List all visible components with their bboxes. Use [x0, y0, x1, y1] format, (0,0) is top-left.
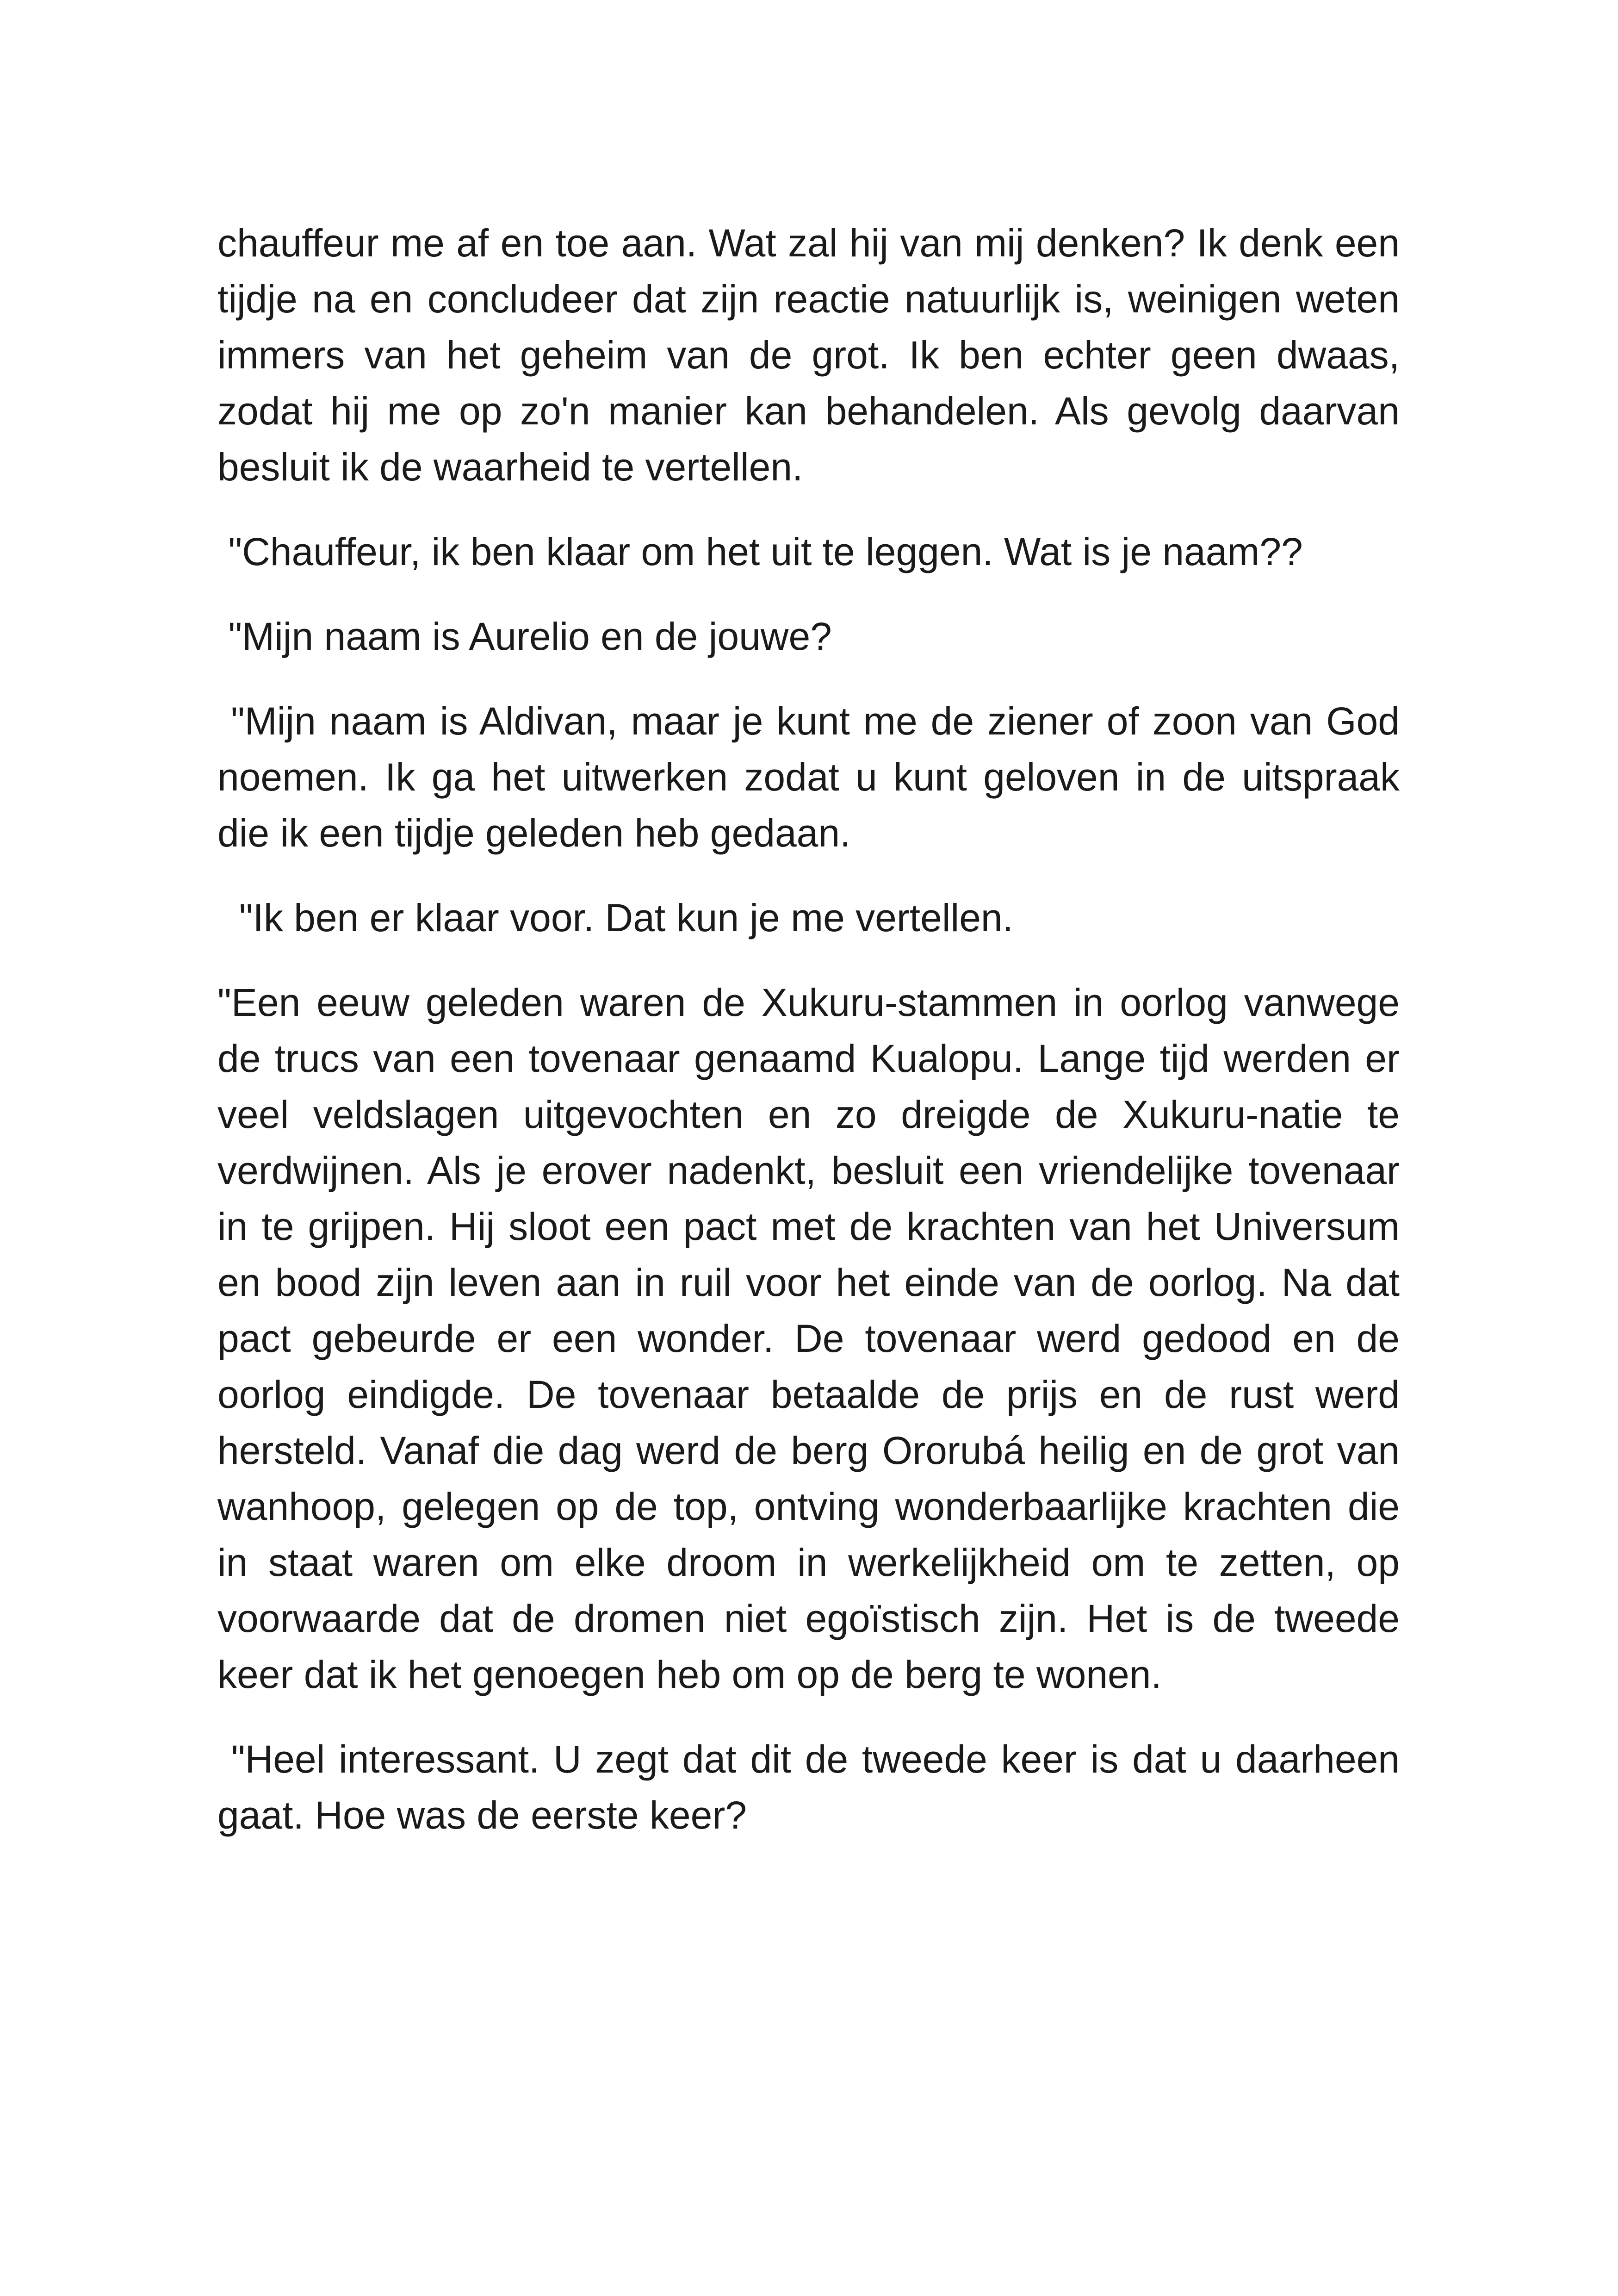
- paragraph-legend: [217, 975, 1400, 1703]
- document-page: [217, 215, 1400, 1872]
- paragraph-dialogue-4: [217, 890, 1400, 946]
- paragraph-text: "Mijn naam is Aurelio en de jouwe?: [228, 615, 832, 658]
- paragraph-dialogue-3: [217, 693, 1400, 861]
- paragraph-text: "Chauffeur, ik ben klaar om het uit te leggen. Wat is je naam??: [228, 530, 1303, 573]
- paragraph-dialogue-5: [217, 1731, 1400, 1843]
- paragraph-narration-1: [217, 215, 1400, 495]
- paragraph-text: "Ik ben er klaar voor. Dat kun je me vertellen.: [239, 896, 1013, 940]
- paragraph-text: chauffeur me af en toe aan. Wat zal hij van mij denken? Ik denk een tijdje na en concludeer dat zijn reactie natuurlijk is, weinigen weten immers van het geheim van de grot. Ik ben echter geen dwaas, zodat hij me op zo'n manier kan behandelen. Als gevolg daarvan besluit ik de waarheid te vertellen.: [217, 221, 1400, 489]
- paragraph-text: "Een eeuw geleden waren de Xukuru-stammen in oorlog vanwege de trucs van een tovenaar genaamd Kualopu. Lange tijd werden er veel veldslagen uitgevochten en zo dreigde de Xukuru-natie te verdwijnen. Als je erover nadenkt, besluit een vriendelijke tovenaar in te grijpen. Hij sloot een pact met de krachten van het Universum en bood zijn leven aan in ruil voor het einde van de oorlog. Na dat pact gebeurde er een wonder. De tovenaar werd gedood en de oorlog eindigde. De tovenaar betaalde de prijs en de rust werd hersteld. Vanaf die dag werd de berg Ororubá heilig en de grot van wanhoop, gelegen op de top, ontving wonderbaarlijke krachten die in staat waren om elke droom in werkelijkheid om te zetten, op voorwaarde dat de dromen niet egoïstisch zijn. Het is de tweede keer dat ik het genoegen heb om op de berg te wonen.: [217, 981, 1400, 1696]
- paragraph-text: "Mijn naam is Aldivan, maar je kunt me de ziener of zoon van God noemen. Ik ga het uitwerken zodat u kunt geloven in de uitspraak die ik een tijdje geleden heb gedaan.: [217, 699, 1400, 855]
- paragraph-dialogue-2: [217, 609, 1400, 665]
- paragraph-text: "Heel interessant. U zegt dat dit de tweede keer is dat u daarheen gaat. Hoe was de eerste keer?: [217, 1737, 1400, 1837]
- paragraph-dialogue-1: [217, 524, 1400, 580]
